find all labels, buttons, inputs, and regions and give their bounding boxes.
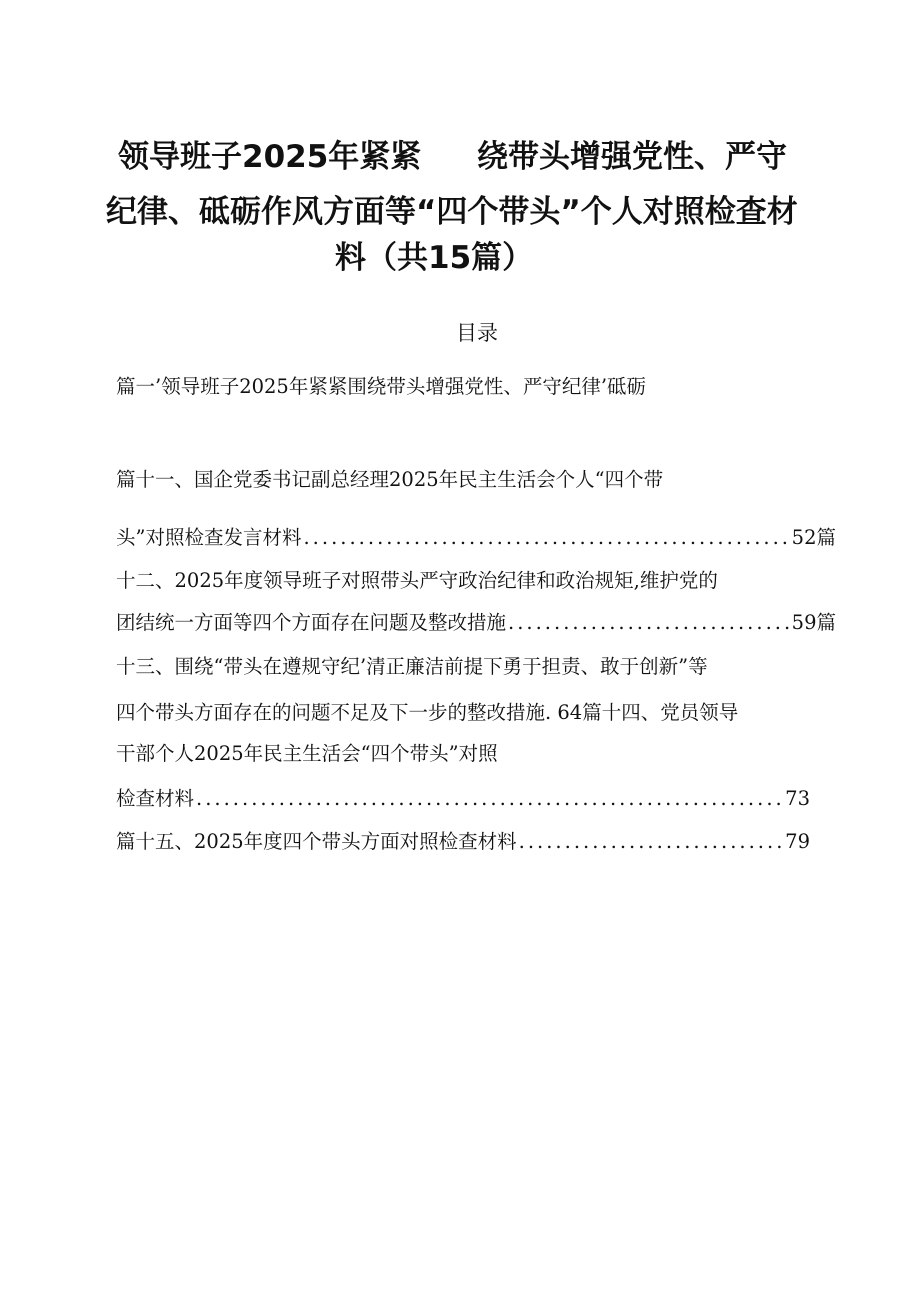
title-line-1-part-1: 领导班子2025年紧紧 [118,139,422,175]
title-line-2: 纪律、砥砺作风方面等“四个带头”个人对照检查材 [106,194,798,230]
toc-entry[interactable]: 干部个人2025年民主生活会“四个带头”对照 [116,742,498,765]
toc-entry-text: 检查材料 [116,787,195,810]
toc-entry[interactable] [116,827,810,857]
toc-leader-dots [196,784,783,814]
toc-leader-dots [519,827,784,857]
toc-entry[interactable]: 篇一’领导班子2025年紧紧围绕带头增强党性、严守纪律’砥砺 [116,375,647,398]
toc-entry[interactable]: 十二、2025年度领导班子对照带头严守政治纪律和政治规矩,维护党的 [116,569,718,592]
title-line-1-part-2: 绕带头增强党性、严守 [477,139,787,175]
toc-entry-page: 79 [785,830,810,853]
toc-leader-dots [508,608,790,638]
toc-entry[interactable]: 篇十一、国企党委书记副总经理2025年民主生活会个人“四个带 [116,468,664,491]
toc-entry[interactable]: 四个带头方面存在的问题不足及下一步的整改措施. 64篇十四、党员领导 [116,701,739,724]
toc-leader-dots [303,523,789,553]
toc-entry[interactable] [116,523,836,553]
toc-entry[interactable] [116,784,810,814]
toc-entry-page: 73 [785,787,810,810]
toc-entry[interactable]: 十三、围绕“带头在遵规守纪’清正廉洁前提下勇于担责、敢于创新”等 [116,655,708,678]
toc-entry[interactable] [116,608,836,638]
toc-entry-text: 篇十五、2025年度四个带头方面对照检查材料 [116,830,517,853]
toc-entry-page: 52篇 [791,526,836,549]
toc-entry-text: 团结统一方面等四个方面存在问题及整改措施 [116,611,507,634]
toc-heading: 目录 [456,321,498,345]
title-line-3: 料（共15篇） [335,240,534,276]
toc-entry-page: 59篇 [791,611,836,634]
toc-entry-text: 头”对照检查发言材料 [116,526,302,549]
